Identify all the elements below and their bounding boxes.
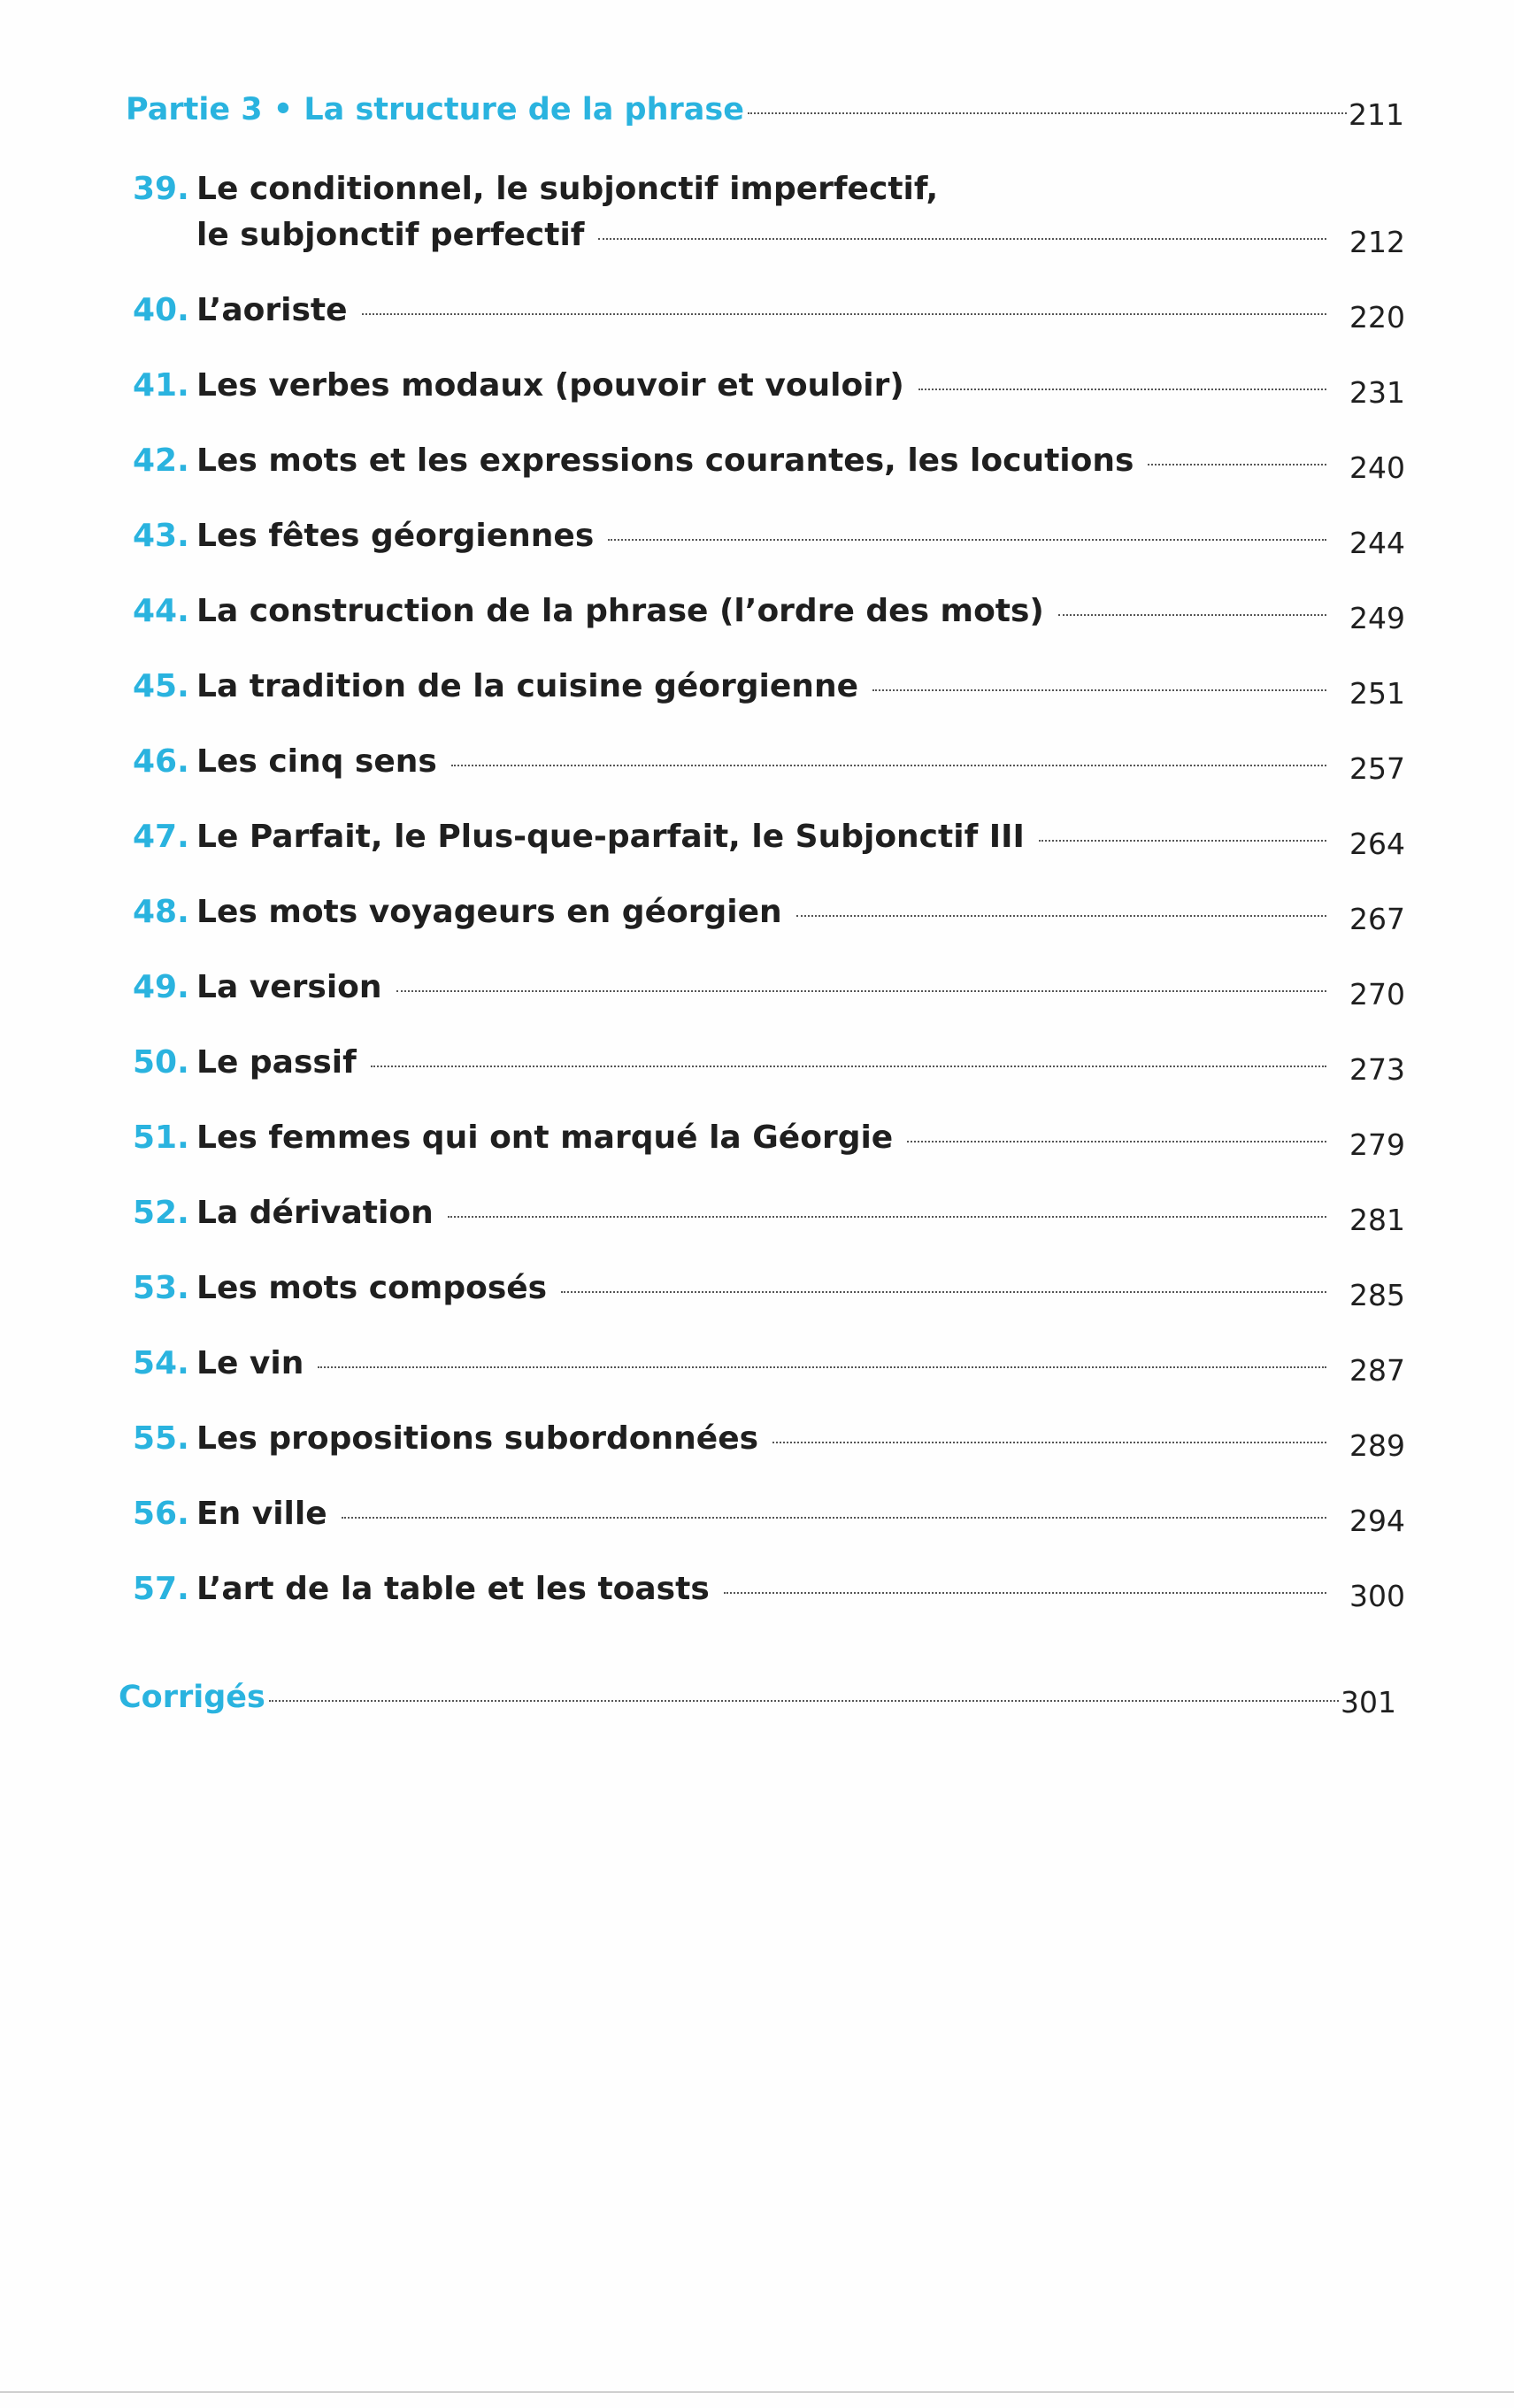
toc-entry-42[interactable] — [133, 442, 1405, 485]
corriges-row[interactable] — [119, 1680, 1396, 1719]
dot-leader — [1058, 614, 1326, 616]
chapter-number: 54. — [133, 1345, 189, 1381]
chapter-number: 51. — [133, 1119, 189, 1156]
dot-leader — [1039, 840, 1326, 842]
dot-leader — [598, 238, 1326, 240]
toc-entry-43[interactable] — [133, 518, 1405, 560]
page-number: 231 — [1349, 375, 1405, 410]
chapter-title: L’aoriste — [196, 292, 348, 328]
page-number: 300 — [1349, 1579, 1405, 1613]
dot-leader — [451, 765, 1326, 766]
page-number: 220 — [1349, 300, 1405, 335]
page-number: 285 — [1349, 1278, 1405, 1312]
chapter-number: 53. — [133, 1270, 189, 1306]
part-heading-row[interactable] — [126, 92, 1404, 132]
chapter-number: 40. — [133, 292, 189, 328]
chapter-title: En ville — [196, 1496, 327, 1532]
toc-entry-52[interactable] — [133, 1195, 1405, 1237]
chapter-number: 57. — [133, 1571, 189, 1607]
chapter-number: 48. — [133, 894, 189, 930]
toc-entry-46[interactable] — [133, 743, 1405, 786]
page-number: 212 — [1349, 225, 1405, 259]
toc-entry-45[interactable] — [133, 668, 1405, 711]
toc-entry-39[interactable] — [133, 217, 1405, 259]
dot-leader — [907, 1141, 1326, 1142]
chapter-title: Les fêtes géorgiennes — [196, 518, 595, 554]
toc-entry-54[interactable] — [133, 1345, 1405, 1388]
part-heading-label: Partie 3 • La structure de la phrase — [126, 92, 744, 127]
chapter-number: 43. — [133, 518, 189, 554]
dot-leader — [342, 1517, 1326, 1519]
toc-entry-40[interactable] — [133, 292, 1405, 335]
page-number: 251 — [1349, 676, 1405, 711]
chapter-title-line1: Le conditionnel, le subjonctif imperfectif, — [196, 171, 939, 207]
chapter-number: 55. — [133, 1420, 189, 1457]
dot-leader — [918, 389, 1326, 390]
dot-leader — [318, 1366, 1326, 1368]
toc-entry-48[interactable] — [133, 894, 1405, 936]
chapter-number: 52. — [133, 1195, 189, 1231]
chapter-number: 46. — [133, 743, 189, 780]
dot-leader — [748, 112, 1347, 114]
chapter-title: Les mots voyageurs en géorgien — [196, 894, 782, 930]
page-number: 287 — [1349, 1353, 1405, 1388]
chapter-number: 50. — [133, 1044, 189, 1081]
dot-leader — [608, 539, 1326, 541]
chapter-title: Les mots composés — [196, 1270, 548, 1306]
chapter-title: La version — [196, 969, 382, 1005]
page-number: 279 — [1349, 1127, 1405, 1162]
dot-leader — [772, 1442, 1326, 1443]
page-number: 270 — [1349, 977, 1405, 1012]
chapter-title: Les femmes qui ont marqué la Géorgie — [196, 1119, 894, 1156]
chapter-title: L’art de la table et les toasts — [196, 1571, 710, 1607]
chapter-title: Les cinq sens — [196, 743, 437, 780]
chapter-number: 47. — [133, 819, 189, 855]
dot-leader — [796, 915, 1326, 917]
chapter-number: 44. — [133, 593, 189, 629]
dot-leader — [872, 689, 1326, 691]
toc-entry-56[interactable] — [133, 1496, 1405, 1538]
page-number: 281 — [1349, 1203, 1405, 1237]
corriges-label: Corrigés — [119, 1680, 265, 1715]
page-number: 289 — [1349, 1428, 1405, 1463]
dot-leader — [561, 1291, 1326, 1293]
chapter-title: La construction de la phrase (l’ordre des mots) — [196, 593, 1044, 629]
chapter-title: Le vin — [196, 1345, 304, 1381]
toc-entry-51[interactable] — [133, 1119, 1405, 1162]
page-number: 211 — [1349, 97, 1404, 132]
toc-entry-53[interactable] — [133, 1270, 1405, 1312]
dot-leader — [1148, 464, 1326, 465]
chapter-title: Les mots et les expressions courantes, les locutions — [196, 442, 1134, 479]
chapter-number: 45. — [133, 668, 189, 704]
dot-leader — [269, 1700, 1339, 1702]
dot-leader — [371, 1066, 1326, 1067]
chapter-title: La tradition de la cuisine géorgienne — [196, 668, 858, 704]
chapter-number: 56. — [133, 1496, 189, 1532]
page-number: 249 — [1349, 601, 1405, 635]
dot-leader — [362, 313, 1326, 315]
toc-entry-44[interactable] — [133, 593, 1405, 635]
chapter-title: Les verbes modaux (pouvoir et vouloir) — [196, 367, 904, 404]
chapter-title: le subjonctif perfectif — [196, 217, 585, 253]
chapter-number: 42. — [133, 442, 189, 479]
toc-entry-50[interactable] — [133, 1044, 1405, 1087]
page-edge-line — [0, 2391, 1514, 2393]
page-number: 301 — [1341, 1685, 1396, 1719]
chapter-number: 49. — [133, 969, 189, 1005]
toc-entry-47[interactable] — [133, 819, 1405, 861]
toc-entry-55[interactable] — [133, 1420, 1405, 1463]
page-number: 257 — [1349, 751, 1405, 786]
dot-leader — [724, 1592, 1326, 1594]
chapter-title: La dérivation — [196, 1195, 434, 1231]
toc-entry-57[interactable] — [133, 1571, 1405, 1613]
page-number: 273 — [1349, 1052, 1405, 1087]
page-number: 240 — [1349, 450, 1405, 485]
page-number: 264 — [1349, 827, 1405, 861]
chapter-number: 41. — [133, 367, 189, 404]
toc-entry-41[interactable] — [133, 367, 1405, 410]
dot-leader — [396, 990, 1326, 992]
dot-leader — [448, 1216, 1326, 1218]
chapter-number: 39. — [133, 171, 189, 207]
page-number: 244 — [1349, 526, 1405, 560]
chapter-title: Le Parfait, le Plus-que-parfait, le Subjonctif III — [196, 819, 1025, 855]
toc-entry-49[interactable] — [133, 969, 1405, 1012]
page-number: 294 — [1349, 1504, 1405, 1538]
page-number: 267 — [1349, 902, 1405, 936]
chapter-title: Le passif — [196, 1044, 357, 1081]
chapter-title: Les propositions subordonnées — [196, 1420, 759, 1457]
